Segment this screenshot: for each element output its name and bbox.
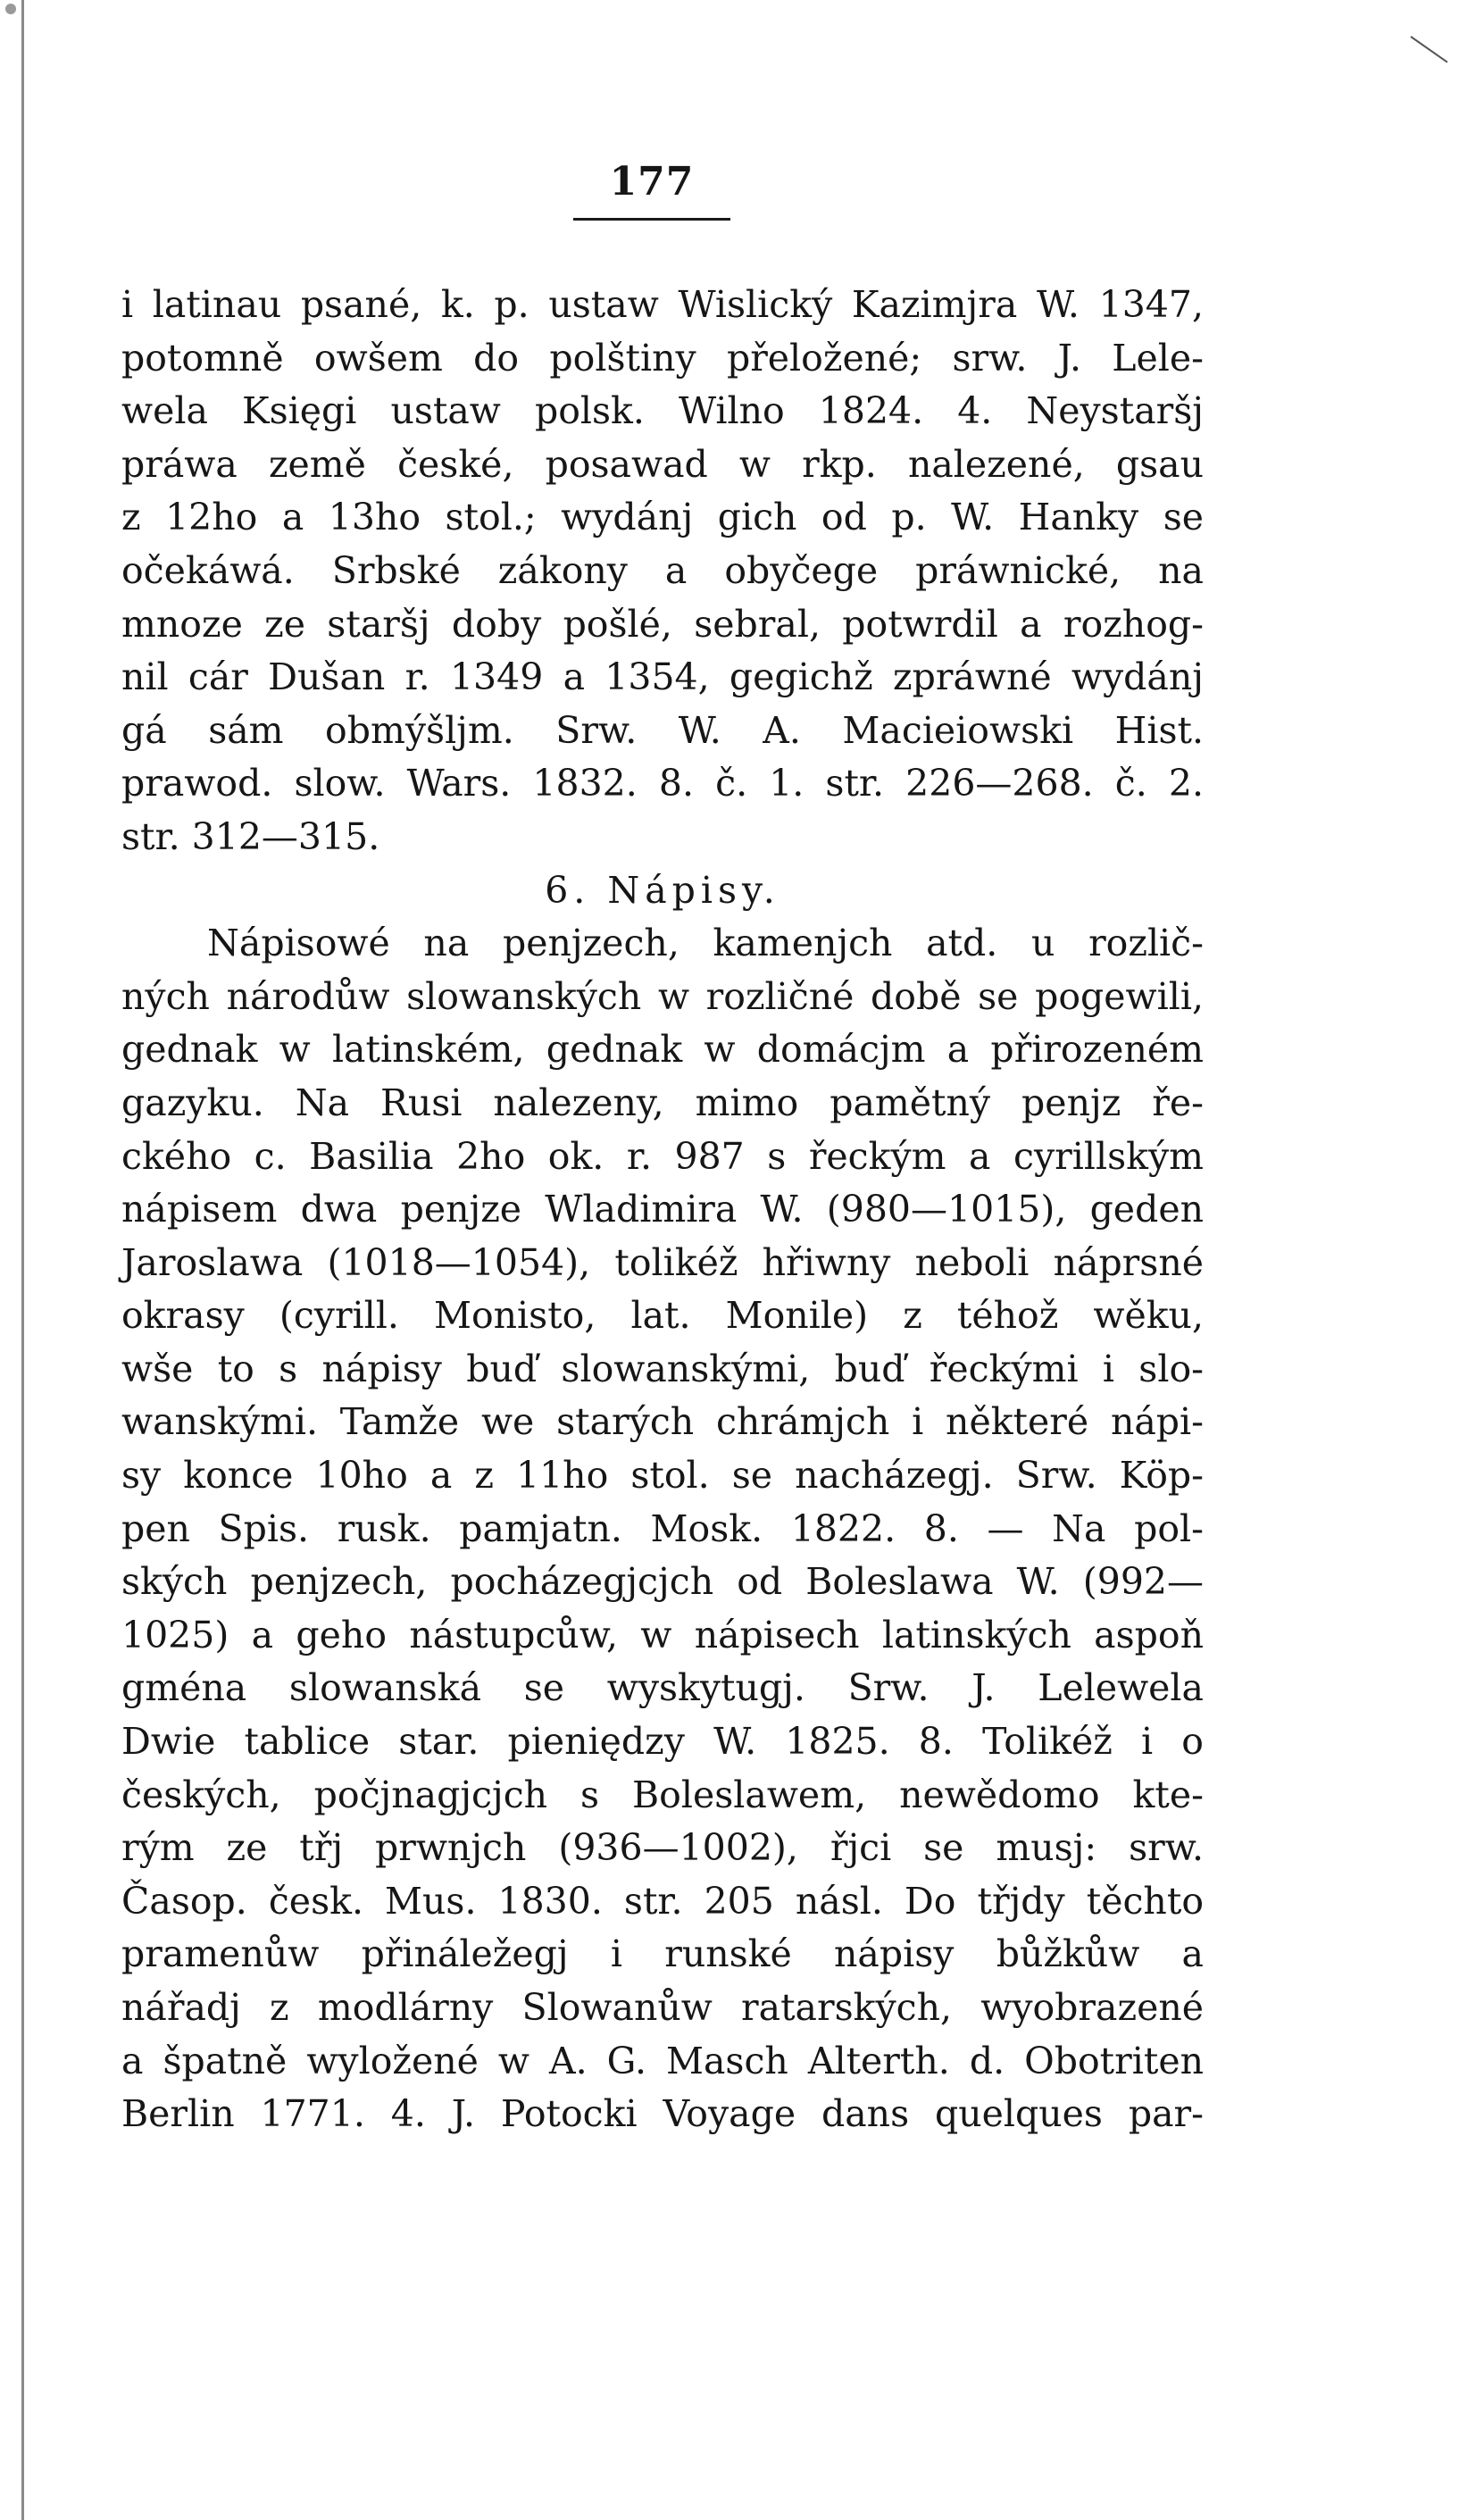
body-text bbox=[121, 279, 1204, 2141]
text-line: gazyku. Na Rusi nalezeny, mimo pamětný penjz ře- bbox=[121, 1081, 1204, 1124]
text-line: ných národůw slowanských w rozličné době se pogewili, bbox=[121, 974, 1204, 1018]
text-line: ckého c. Basilia 2ho ok. r. 987 s řeckým a cyrillským bbox=[121, 1134, 1204, 1178]
text-line: rým ze třj prwnjch (936—1002), řjci se musj: srw. bbox=[121, 1826, 1204, 1870]
text-line: českých, počjnagjcjch s Boleslawem, newědomo kte- bbox=[121, 1773, 1204, 1816]
text-line: nápisem dwa penjze Wladimira W. (980—1015), geden bbox=[121, 1188, 1204, 1231]
text-line: gednak w latinském, gednak w domácjm a přirozeném bbox=[121, 1028, 1204, 1072]
text-line: 1025) a geho nástupcůw, w nápisech latinských aspoň bbox=[121, 1613, 1204, 1656]
page-number-rule bbox=[573, 218, 730, 221]
text-line: očekáwá. Srbské zákony a obyčege práwnické, na bbox=[121, 548, 1204, 592]
text-line: str. 312—315. bbox=[121, 814, 380, 858]
text-line: a špatně wyložené w A. G. Masch Alterth. d. Obotriten bbox=[121, 2039, 1204, 2082]
text-line: z 12ho a 13ho stol.; wydánj gich od p. W. Hanky se bbox=[121, 496, 1204, 539]
text-line: ských penjzech, pocházegjcjch od Boleslawa W. (992— bbox=[121, 1560, 1204, 1604]
text-line: sy konce 10ho a z 11ho stol. se nacházegj. Srw. Köp- bbox=[121, 1454, 1204, 1498]
text-line: Jaroslawa (1018—1054), tolikéž hřiwny neboli náprsné bbox=[121, 1240, 1204, 1284]
text-line: mnoze ze staršj doby pošlé, sebral, potwrdil a rozhog- bbox=[121, 602, 1204, 646]
section-heading: 6. Nápisy. bbox=[545, 868, 780, 912]
text-line: wela Księgi ustaw polsk. Wilno 1824. 4. Neystaršj bbox=[121, 389, 1204, 433]
page-edge bbox=[21, 0, 24, 2520]
text-line: i latinau psané, k. p. ustaw Wislický Kazimjra W. 1347, bbox=[121, 283, 1204, 326]
text-line: wše to s nápisy buď slowanskými, buď řeckými i slo- bbox=[121, 1347, 1204, 1390]
text-line: nářadj z modlárny Slowanůw ratarských, wyobrazené bbox=[121, 1986, 1204, 2029]
text-line: prawod. slow. Wars. 1832. 8. č. 1. str. 226—268. č. 2. bbox=[121, 762, 1204, 805]
text-line: pen Spis. rusk. pamjatn. Mosk. 1822. 8. — Na pol- bbox=[121, 1506, 1204, 1550]
text-line: Berlin 1771. 4. J. Potocki Voyage dans quelques par- bbox=[121, 2092, 1204, 2136]
text-line: Časop. česk. Mus. 1830. str. 205 násl. Do třjdy těchto bbox=[121, 1879, 1204, 1923]
text-line: gména slowanská se wyskytugj. Srw. J. Lelewela bbox=[121, 1666, 1204, 1710]
corner-mark bbox=[5, 4, 16, 14]
page-number: 177 bbox=[609, 159, 695, 204]
text-line: pramenůw přináležegj i runské nápisy bůžkůw a bbox=[121, 1932, 1204, 1976]
text-line: potomně owšem do polštiny přeložené; srw. J. Lele- bbox=[121, 336, 1204, 380]
text-line: práwa země české, posawad w rkp. nalezené, gsau bbox=[121, 442, 1204, 486]
corner-stroke bbox=[1410, 36, 1447, 63]
text-line: wanskými. Tamže we starých chrámjch i některé nápi- bbox=[121, 1400, 1204, 1444]
text-line: okrasy (cyrill. Monisto, lat. Monile) z téhož wěku, bbox=[121, 1294, 1204, 1338]
text-line: gá sám obmýšljm. Srw. W. A. Macieiowski Hist. bbox=[121, 708, 1204, 752]
text-line: Dwie tablice star. pieniędzy W. 1825. 8. Tolikéž i o bbox=[121, 1720, 1204, 1764]
text-line: nil cár Dušan r. 1349 a 1354, gegichž zpráwné wydánj bbox=[121, 655, 1204, 699]
text-line: Nápisowé na penjzech, kamenjch atd. u rozlič- bbox=[207, 922, 1204, 965]
